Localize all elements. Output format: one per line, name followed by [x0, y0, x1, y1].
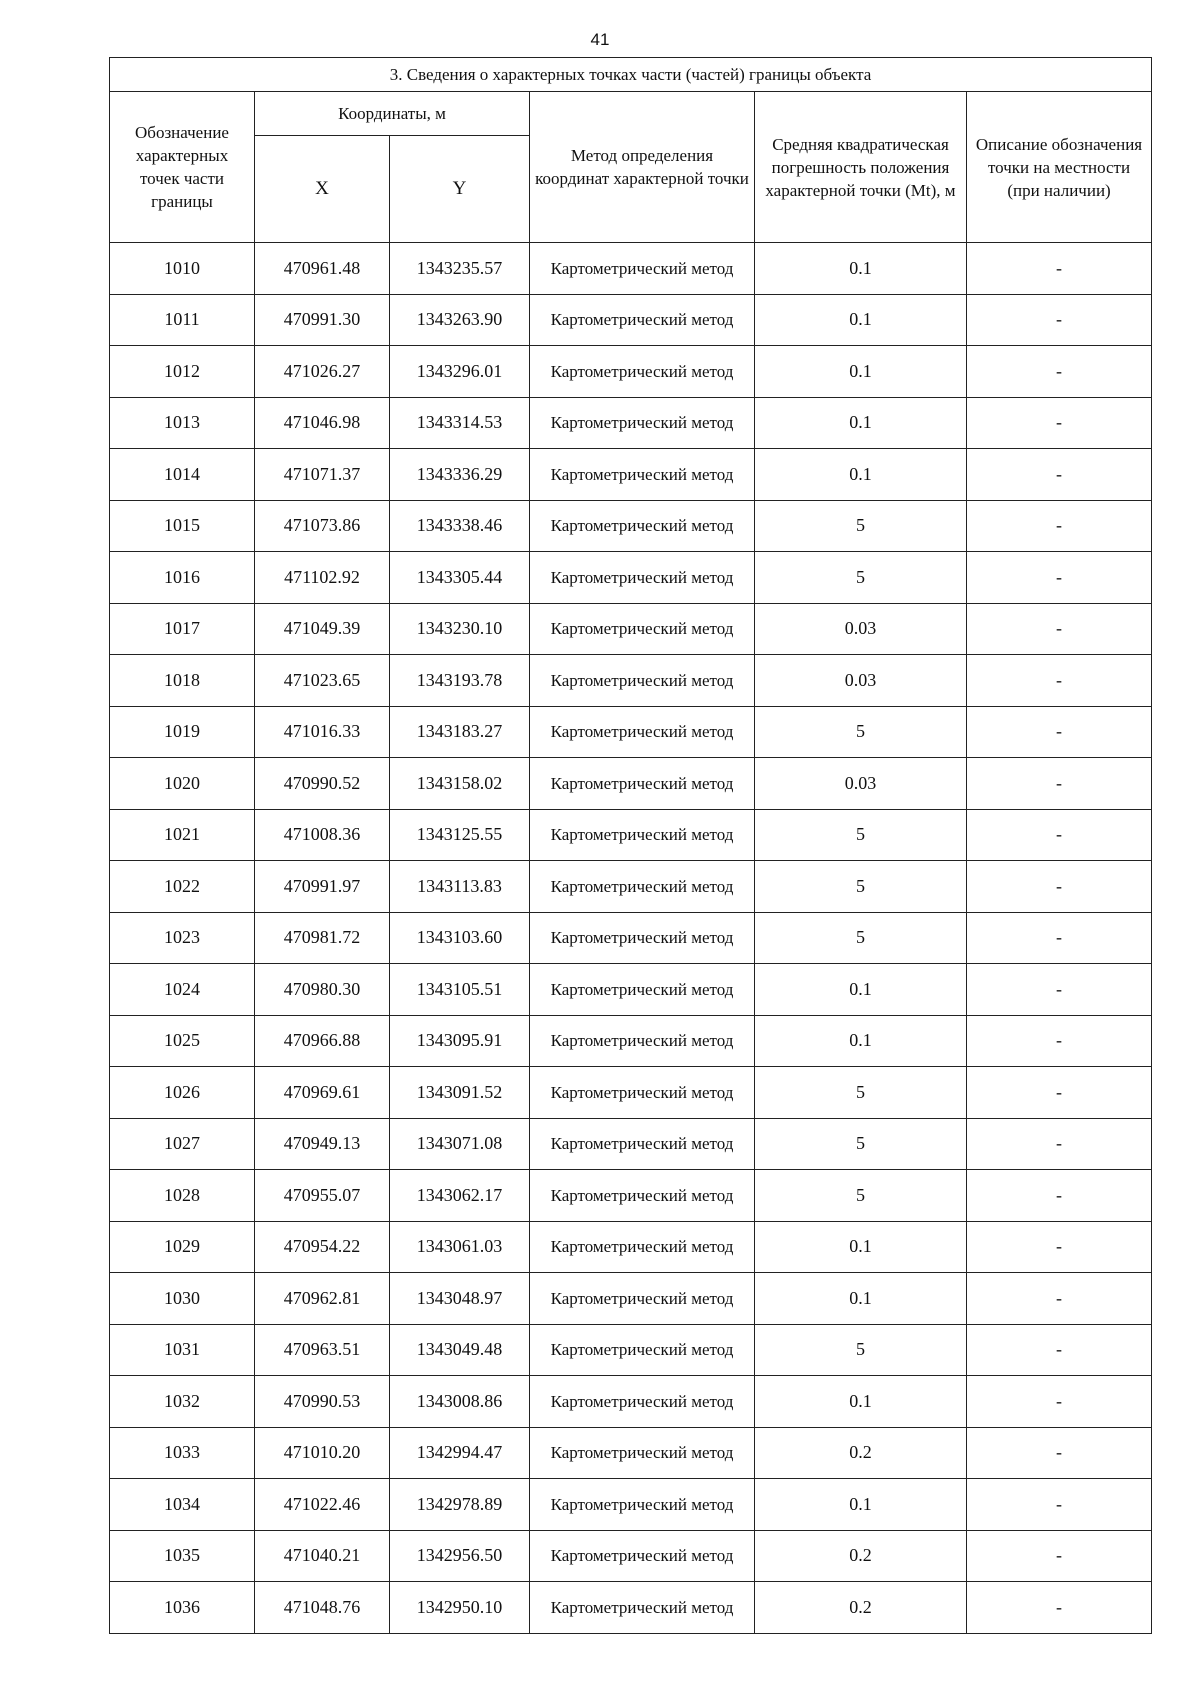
x-coordinate-cell: 470980.30: [255, 964, 390, 1016]
method-cell: Картометрический метод: [530, 861, 755, 913]
table-row: [110, 706, 1152, 758]
accuracy-cell: 5: [755, 1118, 967, 1170]
y-coordinate-cell: 1343305.44: [390, 552, 530, 604]
method-cell: Картометрический метод: [530, 655, 755, 707]
x-coordinate-cell: 470981.72: [255, 912, 390, 964]
description-cell: -: [967, 294, 1152, 346]
y-coordinate-cell: 1343336.29: [390, 449, 530, 501]
table-row: [110, 243, 1152, 295]
x-coordinate-cell: 470969.61: [255, 1067, 390, 1119]
table-row: [110, 449, 1152, 501]
method-cell: Картометрический метод: [530, 397, 755, 449]
x-coordinate-cell: 471102.92: [255, 552, 390, 604]
y-coordinate-cell: 1343061.03: [390, 1221, 530, 1273]
table-body: [110, 243, 1152, 1634]
table-row: [110, 1118, 1152, 1170]
y-coordinate-cell: 1343158.02: [390, 758, 530, 810]
y-coordinate-cell: 1343062.17: [390, 1170, 530, 1222]
description-cell: -: [967, 1324, 1152, 1376]
x-coordinate-cell: 471046.98: [255, 397, 390, 449]
point-id-cell: 1027: [110, 1118, 255, 1170]
y-coordinate-cell: 1343095.91: [390, 1015, 530, 1067]
method-cell: Картометрический метод: [530, 603, 755, 655]
method-cell: Картометрический метод: [530, 1118, 755, 1170]
accuracy-cell: 0.1: [755, 243, 967, 295]
header-designation: Обозначение характерных точек части границы: [110, 92, 255, 243]
description-cell: -: [967, 758, 1152, 810]
method-cell: Картометрический метод: [530, 1376, 755, 1428]
x-coordinate-cell: 470962.81: [255, 1273, 390, 1325]
table-row: [110, 655, 1152, 707]
y-coordinate-cell: 1343071.08: [390, 1118, 530, 1170]
table-title: 3. Сведения о характерных точках части (частей) границы объекта: [110, 58, 1152, 92]
accuracy-cell: 5: [755, 706, 967, 758]
accuracy-cell: 0.1: [755, 449, 967, 501]
point-id-cell: 1019: [110, 706, 255, 758]
accuracy-cell: 0.1: [755, 1221, 967, 1273]
table-row: [110, 1376, 1152, 1428]
y-coordinate-cell: 1343048.97: [390, 1273, 530, 1325]
header-x: X: [255, 136, 390, 243]
header-accuracy: Средняя квадратическая погрешность положения характерной точки (Mt), м: [755, 92, 967, 243]
x-coordinate-cell: 470961.48: [255, 243, 390, 295]
accuracy-cell: 5: [755, 861, 967, 913]
y-coordinate-cell: 1343338.46: [390, 500, 530, 552]
point-id-cell: 1036: [110, 1582, 255, 1634]
x-coordinate-cell: 471071.37: [255, 449, 390, 501]
x-coordinate-cell: 471016.33: [255, 706, 390, 758]
description-cell: -: [967, 861, 1152, 913]
accuracy-cell: 0.03: [755, 655, 967, 707]
point-id-cell: 1018: [110, 655, 255, 707]
table-row: [110, 1221, 1152, 1273]
y-coordinate-cell: 1342956.50: [390, 1530, 530, 1582]
table-row: [110, 912, 1152, 964]
description-cell: -: [967, 1015, 1152, 1067]
accuracy-cell: 5: [755, 500, 967, 552]
table-row: [110, 1530, 1152, 1582]
table-row: [110, 294, 1152, 346]
method-cell: Картометрический метод: [530, 1015, 755, 1067]
method-cell: Картометрический метод: [530, 809, 755, 861]
y-coordinate-cell: 1342978.89: [390, 1479, 530, 1531]
method-cell: Картометрический метод: [530, 1170, 755, 1222]
description-cell: -: [967, 912, 1152, 964]
y-coordinate-cell: 1343263.90: [390, 294, 530, 346]
table-row: [110, 758, 1152, 810]
point-id-cell: 1030: [110, 1273, 255, 1325]
table-row: [110, 1427, 1152, 1479]
point-id-cell: 1032: [110, 1376, 255, 1428]
table-row: [110, 1273, 1152, 1325]
point-id-cell: 1015: [110, 500, 255, 552]
x-coordinate-cell: 471040.21: [255, 1530, 390, 1582]
point-id-cell: 1023: [110, 912, 255, 964]
y-coordinate-cell: 1343230.10: [390, 603, 530, 655]
method-cell: Картометрический метод: [530, 1582, 755, 1634]
method-cell: Картометрический метод: [530, 243, 755, 295]
x-coordinate-cell: 470949.13: [255, 1118, 390, 1170]
table-row: [110, 1170, 1152, 1222]
description-cell: -: [967, 397, 1152, 449]
method-cell: Картометрический метод: [530, 449, 755, 501]
description-cell: -: [967, 449, 1152, 501]
description-cell: -: [967, 1067, 1152, 1119]
accuracy-cell: 0.1: [755, 1376, 967, 1428]
description-cell: -: [967, 603, 1152, 655]
x-coordinate-cell: 470991.30: [255, 294, 390, 346]
x-coordinate-cell: 470990.52: [255, 758, 390, 810]
method-cell: Картометрический метод: [530, 1221, 755, 1273]
table-row: [110, 861, 1152, 913]
description-cell: -: [967, 346, 1152, 398]
x-coordinate-cell: 470966.88: [255, 1015, 390, 1067]
description-cell: -: [967, 500, 1152, 552]
y-coordinate-cell: 1343193.78: [390, 655, 530, 707]
method-cell: Картометрический метод: [530, 500, 755, 552]
description-cell: -: [967, 655, 1152, 707]
point-id-cell: 1028: [110, 1170, 255, 1222]
accuracy-cell: 0.1: [755, 964, 967, 1016]
accuracy-cell: 0.1: [755, 346, 967, 398]
point-id-cell: 1014: [110, 449, 255, 501]
method-cell: Картометрический метод: [530, 1530, 755, 1582]
y-coordinate-cell: 1343113.83: [390, 861, 530, 913]
y-coordinate-cell: 1343008.86: [390, 1376, 530, 1428]
accuracy-cell: 5: [755, 809, 967, 861]
method-cell: Картометрический метод: [530, 758, 755, 810]
page-number: 41: [590, 30, 610, 49]
y-coordinate-cell: 1343314.53: [390, 397, 530, 449]
description-cell: -: [967, 1221, 1152, 1273]
point-id-cell: 1017: [110, 603, 255, 655]
description-cell: -: [967, 1118, 1152, 1170]
method-cell: Картометрический метод: [530, 346, 755, 398]
method-cell: Картометрический метод: [530, 1273, 755, 1325]
method-cell: Картометрический метод: [530, 1479, 755, 1531]
table-row: [110, 603, 1152, 655]
accuracy-cell: 0.2: [755, 1427, 967, 1479]
accuracy-cell: 0.1: [755, 1015, 967, 1067]
accuracy-cell: 0.1: [755, 294, 967, 346]
x-coordinate-cell: 470954.22: [255, 1221, 390, 1273]
y-coordinate-cell: 1343296.01: [390, 346, 530, 398]
description-cell: -: [967, 243, 1152, 295]
point-id-cell: 1013: [110, 397, 255, 449]
point-id-cell: 1021: [110, 809, 255, 861]
x-coordinate-cell: 471010.20: [255, 1427, 390, 1479]
header-description: Описание обозначения точки на местности (при наличии): [967, 92, 1152, 243]
point-id-cell: 1011: [110, 294, 255, 346]
accuracy-cell: 5: [755, 552, 967, 604]
point-id-cell: 1012: [110, 346, 255, 398]
x-coordinate-cell: 471023.65: [255, 655, 390, 707]
point-id-cell: 1024: [110, 964, 255, 1016]
y-coordinate-cell: 1343049.48: [390, 1324, 530, 1376]
method-cell: Картометрический метод: [530, 552, 755, 604]
accuracy-cell: 5: [755, 1324, 967, 1376]
point-id-cell: 1010: [110, 243, 255, 295]
description-cell: -: [967, 1530, 1152, 1582]
header-method: Метод определения координат характерной точки: [530, 92, 755, 243]
description-cell: -: [967, 964, 1152, 1016]
method-cell: Картометрический метод: [530, 1324, 755, 1376]
accuracy-cell: 5: [755, 1067, 967, 1119]
x-coordinate-cell: 470955.07: [255, 1170, 390, 1222]
point-id-cell: 1020: [110, 758, 255, 810]
x-coordinate-cell: 471008.36: [255, 809, 390, 861]
header-coordinates: Координаты, м: [255, 92, 530, 136]
y-coordinate-cell: 1342994.47: [390, 1427, 530, 1479]
header-y: Y: [390, 136, 530, 243]
point-id-cell: 1033: [110, 1427, 255, 1479]
x-coordinate-cell: 471022.46: [255, 1479, 390, 1531]
accuracy-cell: 0.03: [755, 603, 967, 655]
description-cell: -: [967, 1427, 1152, 1479]
table-row: [110, 1015, 1152, 1067]
method-cell: Картометрический метод: [530, 706, 755, 758]
x-coordinate-cell: 471026.27: [255, 346, 390, 398]
accuracy-cell: 0.1: [755, 397, 967, 449]
y-coordinate-cell: 1343103.60: [390, 912, 530, 964]
method-cell: Картометрический метод: [530, 1067, 755, 1119]
table-row: [110, 1067, 1152, 1119]
accuracy-cell: 0.1: [755, 1273, 967, 1325]
description-cell: -: [967, 1376, 1152, 1428]
y-coordinate-cell: 1343125.55: [390, 809, 530, 861]
method-cell: Картометрический метод: [530, 912, 755, 964]
table-row: [110, 1582, 1152, 1634]
y-coordinate-cell: 1343183.27: [390, 706, 530, 758]
accuracy-cell: 0.03: [755, 758, 967, 810]
x-coordinate-cell: 470990.53: [255, 1376, 390, 1428]
point-id-cell: 1026: [110, 1067, 255, 1119]
method-cell: Картометрический метод: [530, 964, 755, 1016]
table-row: [110, 346, 1152, 398]
x-coordinate-cell: 470963.51: [255, 1324, 390, 1376]
accuracy-cell: 5: [755, 912, 967, 964]
point-id-cell: 1031: [110, 1324, 255, 1376]
accuracy-cell: 0.2: [755, 1530, 967, 1582]
description-cell: -: [967, 552, 1152, 604]
description-cell: -: [967, 1170, 1152, 1222]
accuracy-cell: 0.2: [755, 1582, 967, 1634]
x-coordinate-cell: 470991.97: [255, 861, 390, 913]
point-id-cell: 1029: [110, 1221, 255, 1273]
characteristic-points-table: [109, 57, 1152, 1634]
table-row: [110, 1479, 1152, 1531]
table-row: [110, 964, 1152, 1016]
point-id-cell: 1025: [110, 1015, 255, 1067]
y-coordinate-cell: 1342950.10: [390, 1582, 530, 1634]
description-cell: -: [967, 809, 1152, 861]
table-row: [110, 1324, 1152, 1376]
description-cell: -: [967, 706, 1152, 758]
point-id-cell: 1022: [110, 861, 255, 913]
method-cell: Картометрический метод: [530, 1427, 755, 1479]
point-id-cell: 1035: [110, 1530, 255, 1582]
table-row: [110, 809, 1152, 861]
x-coordinate-cell: 471049.39: [255, 603, 390, 655]
description-cell: -: [967, 1582, 1152, 1634]
method-cell: Картометрический метод: [530, 294, 755, 346]
accuracy-cell: 0.1: [755, 1479, 967, 1531]
x-coordinate-cell: 471048.76: [255, 1582, 390, 1634]
y-coordinate-cell: 1343105.51: [390, 964, 530, 1016]
point-id-cell: 1034: [110, 1479, 255, 1531]
accuracy-cell: 5: [755, 1170, 967, 1222]
y-coordinate-cell: 1343235.57: [390, 243, 530, 295]
description-cell: -: [967, 1273, 1152, 1325]
x-coordinate-cell: 471073.86: [255, 500, 390, 552]
table-row: [110, 552, 1152, 604]
description-cell: -: [967, 1479, 1152, 1531]
point-id-cell: 1016: [110, 552, 255, 604]
table-row: [110, 397, 1152, 449]
y-coordinate-cell: 1343091.52: [390, 1067, 530, 1119]
table-row: [110, 500, 1152, 552]
